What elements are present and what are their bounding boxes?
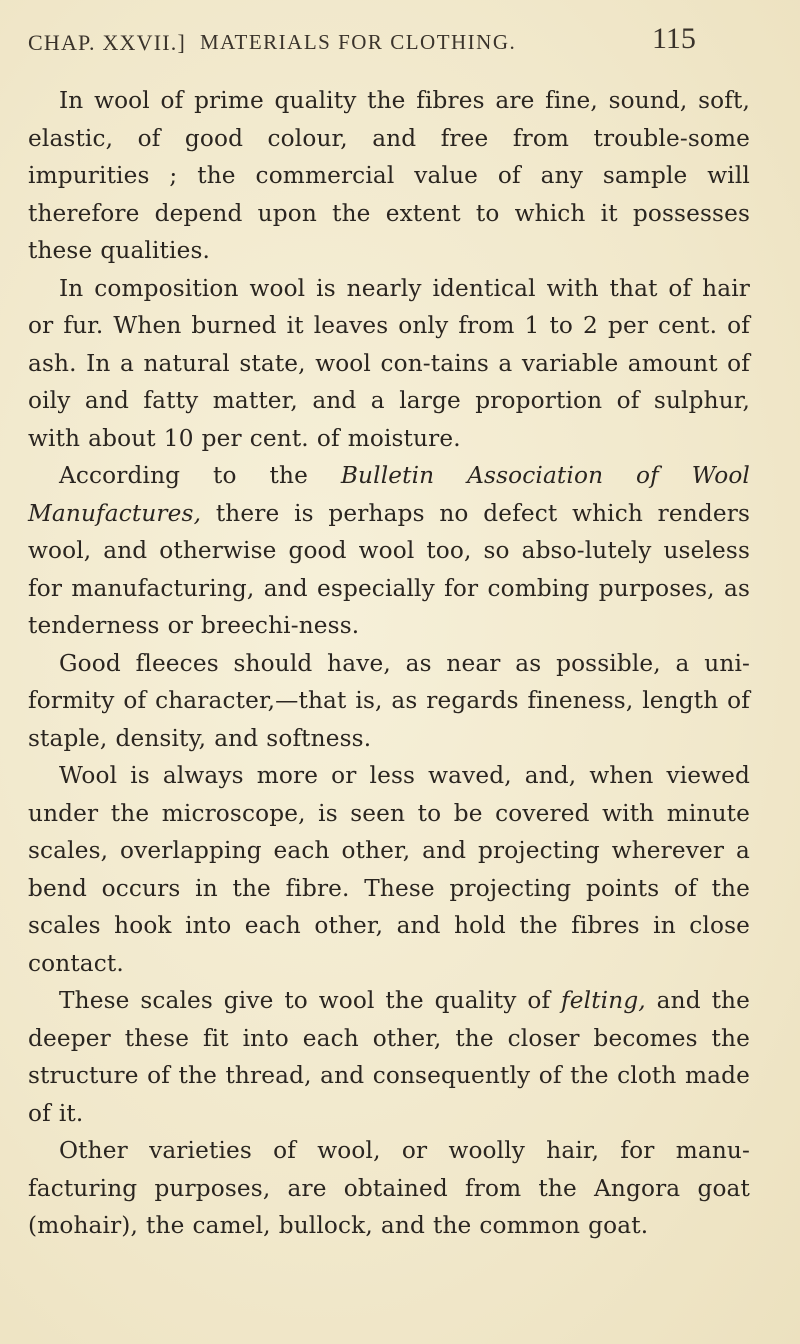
- body-text: [28, 82, 750, 1245]
- felting-term: felting,: [561, 987, 646, 1014]
- paragraph-bulletin-association: [28, 457, 750, 645]
- paragraph-other-varieties: Other varieties of wool, or woolly hair, for manu-facturing purposes, are obtained from the Angora goat (mohair), the camel, bullock, and the common goat.: [28, 1137, 750, 1239]
- running-title: MATERIALS FOR CLOTHING.: [200, 30, 517, 54]
- paragraph-text-before: These scales give to wool the quality of: [59, 987, 562, 1014]
- paragraph-wool-composition: In composition wool is nearly identical with that of hair or fur. When burned it leaves only from 1 to 2 per cent. of ash. In a natural state, wool con-tains a variable amount of oily and fatty matter, and a large proportion of sulphur, with about 10 per cent. of moisture.: [28, 274, 750, 452]
- paragraph-text-before: According to the: [59, 462, 341, 489]
- paragraph-good-fleeces: Good fleeces should have, as near as possible, a uni-formity of character,—that is, as regards fineness, length of staple, density, and softness.: [28, 649, 750, 752]
- publication-title: Bulletin Association of Wool Manufactures,: [28, 462, 750, 527]
- paragraph-text-after: there is perhaps no defect which renders wool, and otherwise good wool too, so abso-lutely useless for manufacturing, and especially for combing purposes, as tenderness or breechi-ness.: [28, 499, 750, 639]
- page-number: 115: [652, 22, 696, 55]
- paragraph-wool-quality: In wool of prime quality the fibres are fine, sound, soft, elastic, of good colour, and free from trouble-some impurities ; the commercial value of any sample will therefore depend upon the extent to which it possesses these qualities.: [28, 87, 750, 264]
- paragraph-felting: [28, 982, 750, 1132]
- running-header: [28, 22, 772, 58]
- paragraph-wool-scales: Wool is always more or less waved, and, when viewed under the microscope, is seen to be covered with minute scales, overlapping each other, and projecting wherever a bend occurs in the fibre. These projecting points of the scales hook into each other, and hold the fibres in close contact.: [28, 762, 750, 977]
- chapter-label: CHAP. XXVII.]: [28, 30, 186, 55]
- paragraph-text-after: and the deeper these fit into each other, the closer becomes the structure of the thread, and consequently of the cloth made of it.: [28, 987, 750, 1127]
